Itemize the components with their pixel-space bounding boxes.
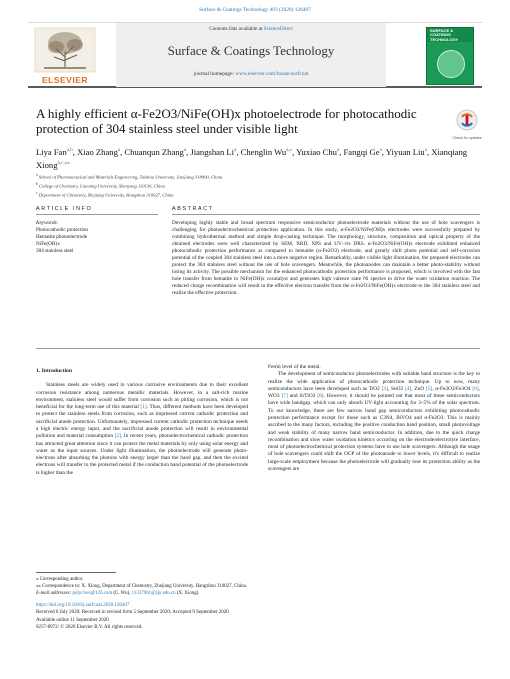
journal-reference[interactable]: Surface & Coatings Technology 403 (2020) 126407: [199, 7, 311, 13]
keyword: 304 stainless steel: [36, 248, 74, 254]
author-affiliation-mark[interactable]: a,b: [66, 148, 73, 153]
author-list: Liya Fan$^{a,b}$, Xiao Zhang$^a$, Chuanqun Zhang$^a$, Jiangshan Li$^a$, Chenglin $Wu^{a,⁎}$, Yuxiao Chu$^a$, Fangqi Ge$^a$, Yiyuan Liu$^a$, Xianqiang Xiong$^{b,c,⁎⁎}$: [36, 146, 468, 170]
copyright: 0257-8972/ © 2020 Elsevier B.V. All rights reserved.: [36, 624, 143, 630]
introduction-heading: 1. Introduction: [36, 368, 72, 374]
author-affiliation-mark[interactable]: a: [183, 148, 187, 153]
author-affiliation-mark[interactable]: a: [379, 148, 382, 153]
article-info-rule: [36, 214, 158, 215]
keyword: NiFe(OH)x: [36, 241, 60, 247]
email-link-xiong[interactable]: 11337961@zju.edu.cn: [131, 591, 176, 596]
author-affiliation-mark[interactable]: a: [234, 148, 237, 153]
elsevier-logo[interactable]: [34, 27, 96, 85]
email-link-wu[interactable]: polyclwu@126.com: [72, 591, 113, 596]
article-info-heading: ARTICLE INFO: [36, 206, 93, 212]
affiliation-list: [36, 172, 476, 199]
author-affiliation-mark[interactable]: b,c,⁎⁎: [57, 160, 70, 166]
corresponding-author-note: ⁎ Corresponding author.: [36, 577, 84, 582]
introduction-left-paragraphs: [36, 382, 248, 477]
author-name[interactable]: Yuxiao Chu: [296, 146, 337, 157]
homepage-prefix: journal homepage:: [193, 71, 236, 77]
abstract-heading: ABSTRACT: [172, 206, 214, 212]
introduction-right-paragraphs: [268, 371, 480, 473]
received-dates: Received 6 July 2020; Received in revised form 5 September 2020; Accepted 9 September 2020: [36, 610, 229, 616]
author-affiliation-mark[interactable]: a,⁎: [286, 148, 293, 153]
affiliation-text: School of Pharmaceutical and Materials Engineering, Taizhou University, Jiaojiang 318000, China: [37, 174, 223, 180]
sciencedirect-link[interactable]: ScienceDirect: [263, 26, 293, 32]
keywords-list: [36, 227, 156, 255]
body-column-left: [36, 368, 248, 477]
footnote-rule: [36, 572, 116, 573]
citation-link[interactable]: [2]: [114, 433, 121, 440]
author-affiliation-mark[interactable]: a: [424, 148, 427, 153]
author-name[interactable]: Xianqiang Xiong: [36, 146, 468, 170]
author-affiliation-mark[interactable]: a: [336, 148, 340, 153]
cover-art-icon: [437, 50, 465, 78]
affiliation-mark: b: [36, 181, 38, 186]
journal-cover[interactable]: [426, 27, 474, 85]
publisher-name: ELSEVIER: [41, 75, 89, 85]
elsevier-tree-icon: [34, 27, 96, 73]
homepage-link[interactable]: www.elsevier.com/locate/surfcoat: [235, 71, 309, 77]
author-name[interactable]: Liya Fan: [36, 146, 67, 157]
correspondence-note: ⁎⁎ Correspondence to: X. Xiong, Department of Chemistry, Zhejiang University, Hangzhou 310027, China.: [36, 584, 247, 589]
author-name[interactable]: Xiao Zhang: [77, 146, 118, 157]
affiliation-mark: a: [36, 173, 38, 177]
keyword: Hematite photoelectrode: [36, 234, 88, 240]
author-name[interactable]: Chuanqun Zhang: [124, 146, 184, 157]
contents-line: [116, 26, 386, 32]
keyword: Photocathodic protection: [36, 227, 89, 233]
author-name[interactable]: Yiyuan Liu: [385, 146, 425, 157]
affiliation-mark: c: [36, 190, 38, 195]
citation-link[interactable]: [7]: [281, 393, 288, 400]
journal-header: [28, 22, 482, 88]
journal-homepage: [116, 71, 386, 77]
cover-title: SURFACE & COATINGS TECHNOLOGY: [430, 28, 459, 42]
keywords-block: [36, 220, 156, 255]
affiliation: [36, 181, 476, 190]
abstract-text: Developing highly stable and broad spectrum responsive semiconductor photoelectrode materials without the use of hole scavengers is challenging for photoelectrochemical protection application. In this study, α-Fe2O3/NiFe(OH)x electrodes were successfully prepared by combining hydrothermal method and simple drop-casting technique. The morphology, structure, composition and optical property of the obtained electrodes were well characterized by SEM, XRD, XPS and UV–vis DRS. α-Fe2O3/NiFe(OH)x electrode exhibited enhanced photocathodic protection performance as compared to hematite (α-Fe2O3) electrode, and greatly shift photo potential and self-corrosion potential of the coupled 304 stainless steel into a more negative region. Remarkably, under visible light illumination, the prepared electrodes can protect the 304 stainless steel without the use of hole scavengers. Meanwhile, the photoanodes can maintain a better photo-stability without losing its activity. The possible mechanism for the enhanced photocathodic protection performance is proposed, which is involved with the fast hole transfer from hematite to NiFe(OH)x cocatalyst and generates high valence state Ni species to drive the water oxidation reaction. The reduced charge recombination will result in the effective electron transfer from the α-Fe2O3/NiFe(OH)x electrode to the 304 stainless steel and realize the effective protection.: [172, 220, 480, 297]
affiliation: [36, 172, 476, 181]
check-for-updates-icon: [455, 108, 479, 134]
introduction-continued-line: Fermi level of the metal.: [268, 364, 321, 370]
author-affiliation-mark[interactable]: a: [117, 148, 121, 153]
publication-info: [36, 602, 476, 631]
citation-link[interactable]: [8]: [317, 393, 324, 400]
author-name[interactable]: Chenglin Wu: [240, 146, 287, 157]
available-online: Available online 11 September 2020: [36, 617, 109, 623]
paragraph: The development of semiconductor photoelectrodes with suitable band structure is the key to realize the wide application of photocathodic protection technique. Up to now, many semiconductors have been developed such as TiO2 [3], SnO2 [4], ZnO [5], α-Fe2O3/Fe3O4 [6], WO3 [7] and SrTiO3 [8]. However, it should be pointed out that most of these semiconductors have wide bandgap, which can only absorb UV-light accounting for 3–5% of the solar spectrum. To our knowledge, there are few narrow band gap semiconductors exhibiting photocathodic protection performance except for those such as C3N4, BiVO4 and α-Fe2O3. This is mainly ascribed to the many factors, including the positive conduction band position, small photovoltage and weak stability of many narrow band semiconductor. In addition, due to the quick charge recombination and slow water oxidation kinetics occurring on the electrode/electrolyte interface, most of photoelectrochemical protection systems have to use hole scavengers. Although the usage of hole scavengers could shift the OCP of the photoanode to lower levels, it's difficult to realize large-scale employment because the photoelectrode will gradually lose its protection ability as the scavengers are: [268, 371, 480, 472]
citation-link[interactable]: [4]: [405, 385, 412, 392]
check-for-updates-badge[interactable]: [455, 108, 479, 134]
citation-link[interactable]: [6]: [472, 385, 479, 392]
journal-title[interactable]: Surface & Coatings Technology: [167, 43, 335, 58]
paragraph: Stainless steels are widely used in various corrosive environments due to their excellent corrosion resistance among numerous metallic materials. However, in a salt-rich marine environment, stainless steel would suffer from corrosion such as pitting corrosion, which is not beneficial for the long-term use of this material [1]. Thus, different methods have been developed to protect the stainless steels from corrosion, such as impressed current cathodic protection and sacrificial anode protection. Unfortunately, impressed current cathodic protection technique needs a high electric energy input, and the sacrificial anode protection will result in environmental pollution and material consumption [2]. In recent years, photoelectrochemical cathodic protection has attracted great attention since it can protect the metal materials by only using solar energy and water as the input sources. Under light illumination, the photoelectrode will generate photo-electrons after absorbing the photons with energy larger than the band gap, and then the excited electrons will transfer to the protected metal if the conduction band potential of the photoelectrode is higher than the: [36, 382, 248, 476]
citation-link[interactable]: [1]: [140, 404, 147, 411]
keywords-label: Keywords:: [36, 220, 59, 226]
article-title: A highly efficient α-Fe2O3/NiFe(OH)x photoelectrode for photocathodic protection of 304 stainless steel under visible light: [36, 106, 417, 136]
section-divider: [36, 348, 480, 349]
check-for-updates-label[interactable]: Check for updates: [452, 136, 482, 140]
affiliation-text: College of Chemistry, Liaoning University, Shenyang 110136, China: [37, 183, 165, 189]
email-owner-wu: (C. Wu),: [112, 591, 132, 596]
affiliation: [36, 190, 476, 199]
author-name[interactable]: Fangqi Ge: [343, 146, 380, 157]
email-note: [36, 590, 476, 597]
citation-link[interactable]: [5]: [426, 385, 433, 392]
email-label: E-mail addresses:: [36, 591, 73, 596]
affiliation-text: Department of Chemistry, Zhejiang University, Hangzhou 310027, China: [37, 192, 174, 198]
author-name[interactable]: Jiangshan Li: [190, 146, 235, 157]
abstract-rule: [172, 214, 480, 215]
footnotes: [36, 576, 476, 597]
doi-link[interactable]: https://doi.org/10.1016/j.surfcoat.2020.126407: [36, 603, 130, 608]
body-column-right: [268, 364, 480, 473]
contents-prefix: Contents lists available at: [209, 26, 264, 32]
journal-banner: [116, 23, 386, 87]
citation-link[interactable]: [3]: [381, 385, 388, 392]
email-owner-xiong: (X. Xiong).: [175, 591, 200, 596]
